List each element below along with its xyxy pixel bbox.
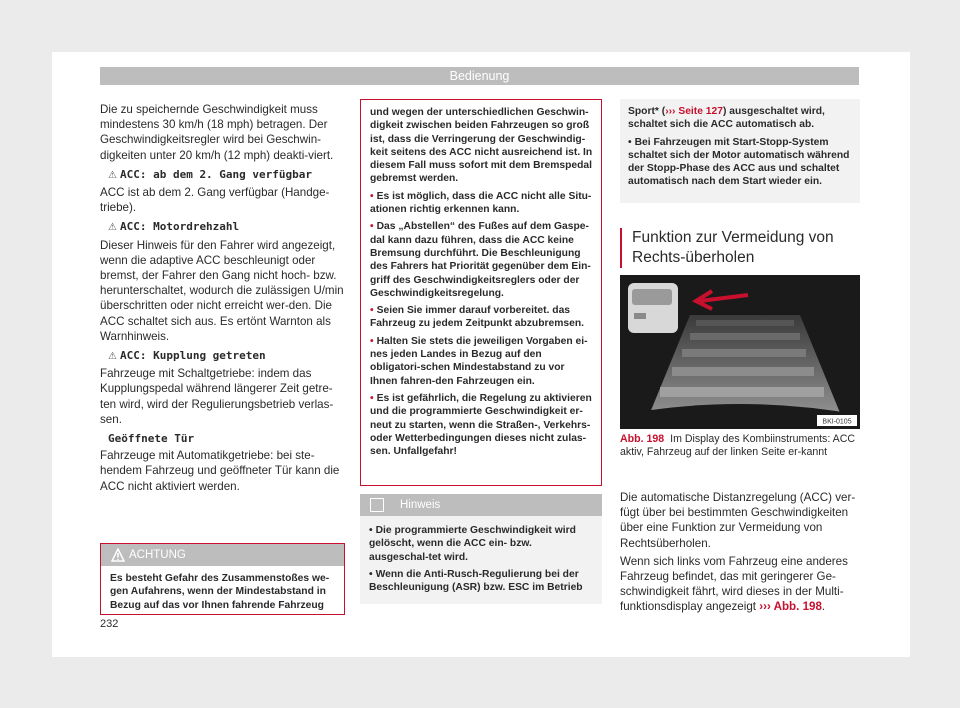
warning-bullet: • Das „Abstellen“ des Fußes auf dem Gaspe-dal kann dazu führen, dass die ACC keine Bremsung durchführt. Die Beschleunigung des Fahrers hat Priorität gegenüber dem Ein-griff des Geschwindigkeitsreglers oder der Geschwindigkeitsregelung. (370, 221, 591, 299)
paragraph: Dieser Hinweis für den Fahrer wird angezeigt, wenn die adaptive ACC beschleunigt oder bremst, der Fahrer den Gang nicht hoch- bzw. herunterschaltet, wodurch die zulässigen U/min überschritten oder nicht erreicht wer-den. Die ACC schaltet sich aus. Es ertönt Warnton als Warnhinweis. (100, 238, 344, 343)
figure-image (620, 275, 860, 429)
figure-code: BKI-0105 (822, 418, 852, 426)
figure-link[interactable]: ››› Abb. 198 (759, 600, 822, 614)
display-message-heading: ⚠ ACC: Motordrehzahl (108, 220, 240, 234)
page-number: 232 (100, 618, 119, 630)
warning-box-continued (360, 99, 602, 486)
column-left (100, 102, 345, 497)
warning-bullet: • Halten Sie stets die jeweiligen Vorgaben ei-nes jeden Landes in Bezug auf den obligatori-schen Mindestabstand zu vor Ihnen fahren-den Fahrzeugen ein. (370, 335, 588, 387)
warning-text: Es besteht Gefahr des Zusammenstoßes we-gen Aufahrens, wenn der Mindestabstand in Bezug auf das vor Ihnen fahrende Fahrzeug (110, 573, 330, 611)
column-right (620, 490, 860, 618)
car-warning-icon: ⚠ (108, 169, 117, 181)
paragraph: Die automatische Distanzregelung (ACC) ver-fügt über bei bestimmten Geschwindigkeiten über eine Funktion zur Vermeidung von Rechtsüberholen. (620, 491, 856, 550)
note-bullet: • Die programmierte Geschwindigkeit wird gelöscht, wenn die ACC ein- bzw. ausgeschal-tet wird. (369, 525, 576, 563)
warning-bullet: • Es ist gefährlich, die Regelung zu aktivieren und die programmierte Geschwindigkeit er-neut zu starten, wenn die Straßen-, Verkehrs- oder Wetterbedingungen dieses nicht zulas-sen. Unfallgefahr! (370, 392, 592, 458)
display-message-heading: ⚠ ACC: ab dem 2. Gang verfügbar (108, 167, 313, 181)
page-link[interactable]: ››› Seite 127 (665, 106, 723, 117)
note-header: Hinweis (360, 494, 602, 516)
warning-box (100, 543, 345, 615)
warning-triangle-icon (111, 548, 125, 562)
note-paragraph: Sport* (››› Seite 127) ausgeschaltet wird, schaltet sich die ACC automatisch ab. (628, 106, 825, 131)
car-warning-icon: ⚠ (108, 351, 117, 363)
info-square-icon (370, 498, 384, 512)
instrument-display-illustration (620, 275, 860, 429)
figure-number: Abb. 198 (620, 433, 665, 445)
paragraph: Wenn sich links vom Fahrzeug eine anderes Fahrzeug befindet, das mit geringerer Ge-schwindigkeit fährt, wird dieses in der Multi-funktionsdisplay angezeigt ››› Abb. 198. (620, 554, 848, 614)
paragraph: Fahrzeuge mit Schaltgetriebe: indem das Kupplungspedal während längerer Zeit getre-ten wird, wird der Regulierungsbetrieb verlas-sen. (100, 367, 334, 426)
figure-caption: Abb. 198 Im Display des Kombiinstruments: ACC aktiv, Fahrzeug auf der linken Seite er-kannt (620, 433, 856, 459)
display-message-heading: Geöffnete Tür (108, 432, 195, 446)
note-box-continued (620, 99, 860, 203)
warning-paragraph: und wegen der unterschiedlichen Geschwin-digkeit zwischen beiden Fahrzeugen so groß ist, dass die Verringerung der Geschwindig-keit seitens des ACC nicht ausreichend ist. In diesem Fall muss sofort mit dem Bremspedal gebremst werden. (370, 107, 593, 185)
section-title: Funktion zur Vermeidung von Rechts-überholen (620, 228, 872, 268)
paragraph: Fahrzeuge mit Automatikgetriebe: bei ste-hendem Fahrzeug und geöffneter Tür kann die ACC nicht aktiviert werden. (100, 449, 340, 493)
car-warning-icon: ⚠ (108, 222, 117, 234)
page-header: Bedienung (100, 67, 859, 85)
warning-header: ACHTUNG (101, 544, 344, 566)
warning-bullet: • Es ist möglich, dass die ACC nicht alle Situ-ationen richtig erkennen kann. (370, 190, 592, 216)
note-bullet: • Wenn die Anti-Rusch-Regulierung bei der Beschleunigung (ASR) bzw. ESC im Betrieb (369, 568, 583, 594)
note-bullet: • Bei Fahrzeugen mit Start-Stopp-System schaltet sich der Motor automatisch während der Stopp-Phase des ACC aus und schaltet automatisch nach dem Start wieder ein. (628, 136, 850, 188)
note-box (360, 494, 602, 604)
car-left (628, 283, 678, 333)
warning-bullet: • Seien Sie immer darauf vorbereitet. das Fahrzeug zu jedem Zeitpunkt abzubremsen. (370, 305, 584, 330)
paragraph: Die zu speichernde Geschwindigkeit muss mindestens 30 km/h (18 mph) betragen. Der Geschwindigkeitsregler wird bei Geschwin-digkeiten unter 20 km/h (12 mph) deakti-viert. (100, 103, 334, 162)
display-message-heading: ⚠ ACC: Kupplung getreten (108, 349, 266, 363)
paragraph: ACC ist ab dem 2. Gang verfügbar (Handge-triebe). (100, 186, 330, 215)
